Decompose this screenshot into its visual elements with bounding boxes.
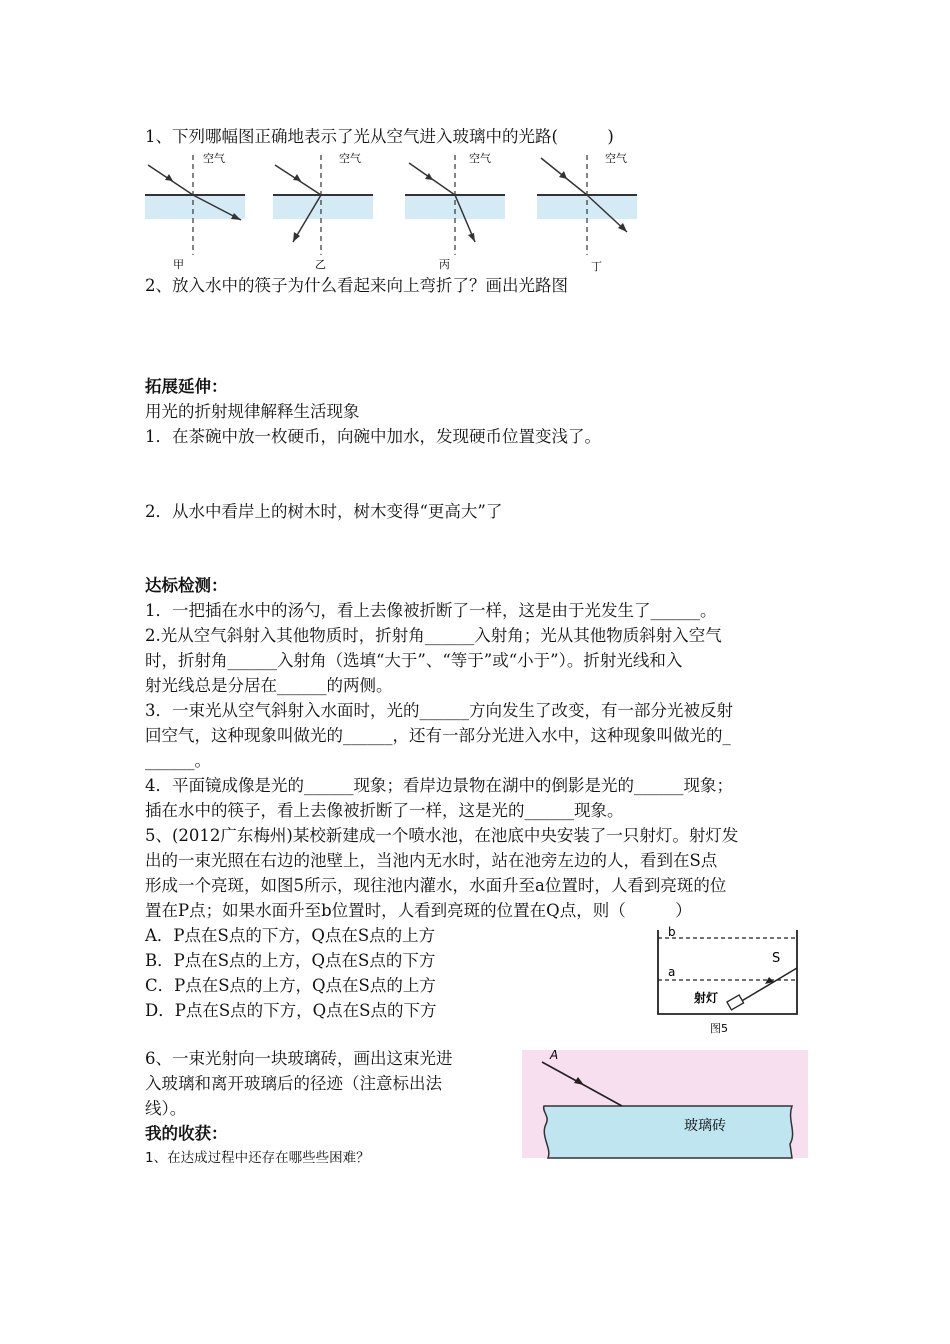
glass-brick-figure <box>522 1050 808 1158</box>
q1-text: 1、下列哪幅图正确地表示了光从空气进入玻璃中的光路( ) <box>145 127 614 146</box>
q2-text: 2、放入水中的筷子为什么看起来向上弯折了？画出光路图 <box>145 276 568 295</box>
fig5-label-s: S <box>772 951 781 966</box>
option-c: C．P点在S点的上方，Q点在S点的上方 <box>145 976 436 995</box>
harvest-heading: 我的收获： <box>145 1124 228 1143</box>
fig5-label-b: b <box>668 925 676 939</box>
option-d: D．P点在S点的下方，Q点在S点的下方 <box>145 1001 437 1020</box>
test-line: 插在水中的筷子，看上去像被折断了一样，这是光的______现象。 <box>145 801 624 820</box>
glass-label-a: A <box>550 1048 559 1062</box>
extend-item-1: 1．在茶碗中放一枚硬币，向碗中加水，发现硬币位置变浅了。 <box>145 427 601 446</box>
test-line: 形成一个亮斑，如图5所示，现往池内灌水，水面升至a位置时，人看到亮斑的位 <box>145 876 727 895</box>
diagram-ding-label: 丁 <box>591 260 602 273</box>
option-a: A．P点在S点的下方，Q点在S点的上方 <box>145 926 436 945</box>
extend-item-2: 2．从水中看岸上的树木时，树木变得“更高大”了 <box>145 502 503 521</box>
figure-5 <box>652 922 802 1042</box>
q1-diagram-strip <box>143 150 645 272</box>
test-line: 回空气，这种现象叫做光的______，还有一部分光进入水中，这种现象叫做光的_ <box>145 726 731 745</box>
test-line: 置在P点；如果水面升至b位置时，人看到亮斑的位置在Q点，则（ ） <box>145 901 692 920</box>
diagram-ding-medium: 空气 <box>605 152 627 165</box>
test-line: 时，折射角______入射角（选填“大于”、“等于”或“小于”）。折射光线和入 <box>145 651 683 670</box>
diagram-bing-label: 丙 <box>439 258 450 271</box>
test-line: 5、(2012广东梅州)某校新建成一个喷水池，在池底中央安装了一只射灯。射灯发 <box>145 826 739 845</box>
q6-line: 6、一束光射向一块玻璃砖，画出这束光进 <box>145 1049 453 1068</box>
test-line: 射光线总是分居在______的两侧。 <box>145 676 393 695</box>
diagram-jia-label: 甲 <box>173 258 184 271</box>
diagram-jia-medium: 空气 <box>203 152 225 165</box>
diagram-bing-medium: 空气 <box>469 152 491 165</box>
test-line: 2.光从空气斜射入其他物质时，折射角______入射角；光从其他物质斜射入空气 <box>145 626 722 645</box>
extend-subtitle: 用光的折射规律解释生活现象 <box>145 402 360 421</box>
option-b: B．P点在S点的上方，Q点在S点的下方 <box>145 951 436 970</box>
test-heading: 达标检测： <box>145 576 228 595</box>
test-line: 出的一束光照在右边的池壁上，当池内无水时，站在池旁左边的人，看到在S点 <box>145 851 718 870</box>
extend-heading: 拓展延伸： <box>145 377 228 396</box>
test-line: 4．平面镜成像是光的______现象；看岸边景物在湖中的倒影是光的______现象； <box>145 776 733 795</box>
q6-line: 入玻璃和离开玻璃后的径迹（注意标出法 <box>145 1074 442 1093</box>
fig5-label-lamp: 射灯 <box>694 991 719 1005</box>
test-line: 3．一束光从空气斜射入水面时，光的______方向发生了改变，有一部分光被反射 <box>145 701 733 720</box>
fig5-caption: 图5 <box>710 1022 728 1035</box>
q6-line: 线）。 <box>145 1099 187 1118</box>
diagram-yi-label: 乙 <box>315 258 326 271</box>
test-line: 1．一把插在水中的汤勺，看上去像被折断了一样，这是由于光发生了______。 <box>145 601 717 620</box>
fig5-label-a: a <box>668 965 676 979</box>
glass-label: 玻璃砖 <box>684 1118 726 1134</box>
diagram-yi-medium: 空气 <box>339 152 361 165</box>
harvest-item-1: 1、在达成过程中还存在哪些些困难？ <box>145 1150 370 1166</box>
test-line: ______。 <box>145 751 211 770</box>
